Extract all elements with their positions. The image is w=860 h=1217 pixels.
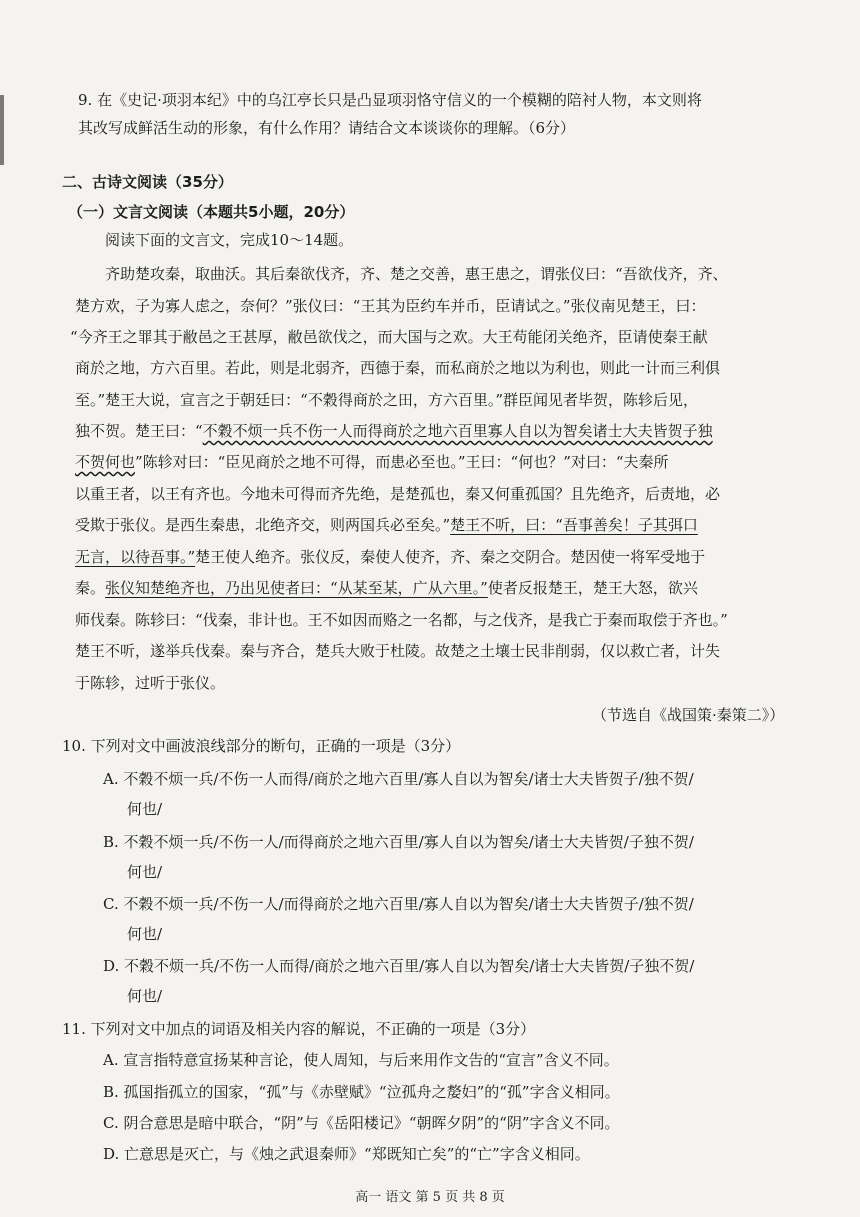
q10-option-a-cont: 何也/ xyxy=(127,800,163,818)
passage-line-4: 商於之地，方六百里。若此，则是北弱齐，西德于秦，而私商於之地以为利也，则此一计而三利俱 xyxy=(75,359,721,377)
passage-line-3: “今齐王之罪其于敝邑之王甚厚，敝邑欲伐之，而大国与之欢。大王苟能闭关绝齐，臣请使秦王献 xyxy=(70,328,708,346)
q9-line2: 其改写成鲜活生动的形象，有什么作用？请结合文本谈谈你的理解。（6分） xyxy=(78,119,576,137)
passage-line-6 xyxy=(75,421,713,441)
passage-line-14: 于陈轸，过听于张仪。 xyxy=(75,674,226,692)
q11-option-d: D. 亡意思是灭亡，与《烛之武退秦师》“郑既知亡矣”的“亡”字含义相同。 xyxy=(103,1145,590,1163)
passage-line-9 xyxy=(75,515,698,535)
q10-option-c: C. 不穀不烦一兵/不伤一人/而得商於之地六百里/寡人自以为智矣/诸士大夫皆贺子/独不贺/ xyxy=(103,895,694,913)
q10-option-d-cont: 何也/ xyxy=(127,987,163,1005)
passage-line-5: 至。”楚王大说，宣言之于朝廷曰：“不穀得商於之田，方六百里。”群臣闻见者毕贺，陈轸后见， xyxy=(75,391,699,409)
q11-option-c: C. 阴合意思是暗中联合，“阴”与《岳阳楼记》“朝晖夕阴”的“阴”字含义不同。 xyxy=(103,1114,620,1132)
q11-stem: 11. 下列对文中加点的词语及相关内容的解说，不正确的一项是（3分） xyxy=(62,1020,536,1038)
passage-line-6-plain: 独不贺。楚王曰：“ xyxy=(75,422,203,440)
passage-line-11 xyxy=(75,578,698,598)
q9-line1: 9. 在《史记·项羽本纪》中的乌江亭长只是凸显项羽恪守信义的一个模糊的陪衬人物，本文则将 xyxy=(78,91,702,109)
wavy-underlined-text: 不穀不烦一兵不伤一人而得商於之地六百里寡人自以为智矣诸士大夫皆贺子独 xyxy=(202,422,713,440)
q10-option-b: B. 不穀不烦一兵/不伤一人/而得商於之地六百里/寡人自以为智矣/诸士大夫皆贺/子独不贺/ xyxy=(103,833,694,851)
passage-line-11-plain-b: 使者反报楚王，楚王大怒，欲兴 xyxy=(487,579,698,597)
section-title: 二、古诗文阅读（35分） xyxy=(62,173,233,191)
passage-line-7-plain: ”陈轸对曰：“臣见商於之地不可得，而患必至也。”王曰：“何也？”对曰：“夫秦所 xyxy=(135,453,669,471)
scan-edge-mark xyxy=(0,95,4,165)
q11-option-b: B. 孤国指孤立的国家，“孤”与《赤壁赋》“泣孤舟之嫠妇”的“孤”字含义相同。 xyxy=(103,1083,620,1101)
passage-line-9-plain: 受欺于张仪。是西生秦患，北绝齐交，则两国兵必至矣。” xyxy=(75,516,451,534)
underlined-sentence-1-end: 无言，以待吾事。” xyxy=(75,548,196,566)
q10-option-a: A. 不穀不烦一兵/不伤一人而得/商於之地六百里/寡人自以为智矣/诸士大夫皆贺子/独不贺/ xyxy=(103,770,694,788)
section-instruction: 阅读下面的文言文，完成10～14题。 xyxy=(105,231,354,249)
q11-option-a: A. 宣言指特意宣扬某种言论，使人周知，与后来用作文告的“宣言”含义不同。 xyxy=(103,1051,619,1069)
passage-line-11-plain-a: 秦。 xyxy=(75,579,106,597)
underlined-sentence-2: 张仪知楚绝齐也，乃出见使者曰：“从某至某，广从六里。” xyxy=(105,579,488,597)
passage-line-2: 楚方欢，子为寡人虑之，奈何？”张仪曰：“王其为臣约车并币，臣请试之。”张仪南见楚王，曰： xyxy=(75,297,706,315)
passage-line-10 xyxy=(75,547,705,567)
passage-line-8: 以重王者，以王有齐也。今地未可得而齐先绝，是楚孤也，秦又何重孤国？且先绝齐，后责地，必 xyxy=(75,485,721,503)
passage-line-1: 齐助楚攻秦，取曲沃。其后秦欲伐齐，齐、楚之交善，惠王患之，谓张仪曰：“吾欲伐齐，齐、 xyxy=(105,265,728,283)
section-subtitle: （一）文言文阅读（本题共5小题，20分） xyxy=(68,203,355,221)
underlined-sentence-1: 楚王不听，曰：“吾事善矣！子其弭口 xyxy=(450,516,698,534)
q10-option-b-cont: 何也/ xyxy=(127,863,163,881)
passage-line-13: 楚王不听，遂举兵伐秦。秦与齐合，楚兵大败于杜陵。故楚之土壤士民非削弱，仅以救亡者，计失 xyxy=(75,642,721,660)
q10-stem: 10. 下列对文中画波浪线部分的断句，正确的一项是（3分） xyxy=(62,737,461,755)
passage-line-7 xyxy=(75,452,669,472)
page-footer: 高一 语文 第 5 页 共 8 页 xyxy=(355,1190,505,1205)
passage-line-10-plain: 楚王使人绝齐。张仪反，秦使人使齐，齐、秦之交阴合。楚因使一将军受地于 xyxy=(195,548,706,566)
wavy-underlined-text-end: 不贺何也 xyxy=(75,453,136,471)
passage-line-12: 师伐秦。陈轸曰：“伐秦，非计也。王不如因而赂之一名都，与之伐齐，是我亡于秦而取偿于齐也。” xyxy=(75,611,728,629)
passage-source: （节选自《战国策·秦策二》） xyxy=(592,706,785,724)
q10-option-c-cont: 何也/ xyxy=(127,925,163,943)
q10-option-d: D. 不穀不烦一兵/不伤一人而得/商於之地六百里/寡人自以为智矣/诸士大夫皆贺/子独不贺/ xyxy=(103,957,695,975)
